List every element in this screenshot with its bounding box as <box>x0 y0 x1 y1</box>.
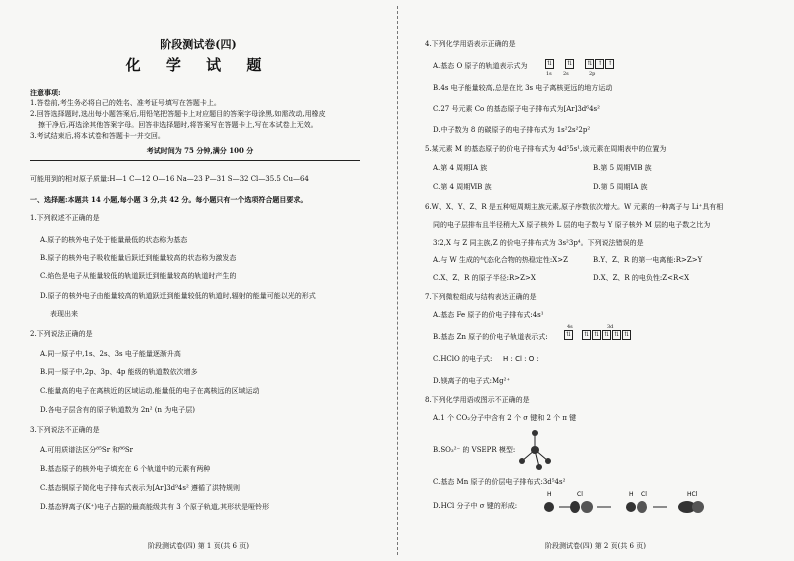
notice-heading: 注意事项: <box>30 88 61 97</box>
orbital-box: ⇅ <box>584 331 590 338</box>
option-a: A.第 4 周期ⅠA 族 <box>433 164 488 172</box>
atom-label: Cl <box>577 491 583 498</box>
question-stem: 1.下列叙述不正确的是 <box>30 214 100 222</box>
option-d: D.各电子层含有的原子轨道数为 2n² (n 为电子层) <box>40 406 196 414</box>
orbital-box: ⇅ <box>546 60 553 67</box>
option-c-prefix: C.HClO 的电子式: <box>433 355 493 363</box>
hcl-sigma-bond-figure <box>537 488 737 518</box>
orbital-box: ⇅ <box>624 331 630 338</box>
option-a: A.基态 Fe 原子的价电子排布式:4s¹ <box>433 311 544 319</box>
orbital-box: ⇅ <box>604 331 610 338</box>
question-stem: 3.下列说法不正确的是 <box>30 426 100 434</box>
question-stem: 4.下列化学用语表示正确的是 <box>425 40 516 48</box>
orbital-label: 4s <box>567 324 573 330</box>
exam-info: 考试时间为 75 分钟,满分 100 分 <box>146 146 254 155</box>
section-heading: 一、选择题:本题共 14 小题,每小题 3 分,共 42 分。每小题只有一个选项符合题目要求。 <box>30 195 308 204</box>
option-b: B.Y、Z、R 的第一电离能:R>Z>Y <box>593 256 703 264</box>
question-stem: 5.某元素 M 的基态原子的价电子排布式为 4d⁵5s¹,该元素在周期表中的位置为 <box>425 145 667 153</box>
option-c: C.焰色是电子从能量较低的轨道跃迁到能量较高的轨道时产生的 <box>40 272 237 280</box>
atomic-masses: 可能用到的相对原子质量:H—1 C—12 O—16 Na—23 P—31 S—32 Cl—35.5 Cu—64 <box>30 175 309 183</box>
exam-subtitle: 化 学 试 题 <box>125 56 272 74</box>
option-b: B.原子的核外电子吸收能量后跃迁到能量较高的状态称为激发态 <box>40 254 237 262</box>
option-b: B.第 5 周期ⅥB 族 <box>593 164 652 172</box>
option-d-cont: 表现出来 <box>50 310 78 318</box>
notice-line: 2.回答选择题时,选出每小题答案后,用铅笔把答题卡上对应题目的答案字母涂黑,如需改动,用橡皮 <box>30 110 326 118</box>
rule-line <box>30 160 360 161</box>
option-a: A.基态 O 原子的轨道表示式为 <box>433 62 528 70</box>
orbital-label: 2s <box>563 71 569 77</box>
option-a: A.与 W 生成的气态化合物的热稳定性:X>Z <box>433 256 568 264</box>
atom-label: H <box>547 491 552 498</box>
question-stem-cont: 3∶2,X 与 Z 同主族,Z 的价电子排布式为 3s²3p⁴。下列说法错误的是 <box>433 239 644 247</box>
option-c: C.能量高的电子在离核近的区域运动,能量低的电子在离核远的区域运动 <box>40 387 260 395</box>
orbital-diagram-o <box>545 59 615 69</box>
question-stem: 2.下列说法正确的是 <box>30 330 93 338</box>
notice-line: 3.考试结束后,将本试卷和答题卡一并交回。 <box>30 132 165 140</box>
option-a: A.1 个 CO₂分子中含有 2 个 σ 键和 2 个 π 键 <box>433 414 577 422</box>
notice-line: 擦干净后,再选涂其他答案字母。回答非选择题时,将答案写在答题卡上,写在本试卷上无效。 <box>38 121 318 129</box>
orbital-diagram-zn <box>564 330 632 340</box>
option-d: D.原子的核外电子由能量较高的轨道跃迁到能量较低的轨道时,辐射的能量可能以光的形式 <box>40 292 316 300</box>
option-b: B.基态原子的核外电子填充在 6 个轨道中的元素有两种 <box>40 465 211 473</box>
page-footer: 阶段测试卷(四) 第 2 页(共 6 页) <box>545 542 646 550</box>
orbital-box: ⇅ <box>587 60 593 67</box>
question-stem: 8.下列化学用语或图示不正确的是 <box>425 396 530 404</box>
orbital-box: ↑ <box>607 60 613 67</box>
option-c: C.基态铜原子简化电子排布式表示为[Ar]3d⁹4s² 遵循了洪特规则 <box>40 484 241 492</box>
orbital-label: 1s <box>546 71 552 77</box>
option-c: C.27 号元素 Co 的基态原子电子排布式为[Ar]3d⁶4s² <box>433 105 600 113</box>
option-a: A.同一原子中,1s、2s、3s 电子能量逐渐升高 <box>40 350 181 358</box>
option-b: B.基态 Zn 原子的价电子轨道表示式: <box>433 333 548 341</box>
question-stem-cont: 同的电子层排布且半径稍大,X 原子核外 L 层的电子数与 Y 原子核外 M 层的电子数之比为 <box>433 221 711 229</box>
orbital-label: 2p <box>589 71 596 77</box>
page-footer: 阶段测试卷(四) 第 1 页(共 6 页) <box>148 542 249 550</box>
exam-title: 阶段测试卷(四) <box>160 38 237 51</box>
option-d: D.基态钾离子(K⁺)电子占据的最高能级共有 3 个原子轨道,其形状是哑铃形 <box>40 503 270 511</box>
atom-label: Cl <box>641 491 647 498</box>
electron-formula: H : Cl : O : <box>503 355 539 363</box>
option-b: B.同一原子中,2p、3p、4p 能级的轨道数依次增多 <box>40 368 198 376</box>
orbital-box: ⇅ <box>565 331 572 338</box>
option-b: B.SO₃²⁻ 的 VSEPR 模型: <box>433 446 516 454</box>
right-page <box>397 0 794 561</box>
orbital-box: ⇅ <box>567 60 573 67</box>
option-a: A.可用质谱法区分⁸⁵Sr 和⁸⁶Sr <box>40 446 134 454</box>
notice-line: 1.答卷前,考生务必将自己的姓名、准考证号填写在答题卡上。 <box>30 99 221 107</box>
atom-label: H <box>629 491 634 498</box>
orbital-label: 3d <box>607 324 614 330</box>
option-d: D.第 5 周期ⅠA 族 <box>593 183 648 191</box>
option-c: C.X、Z、R 的原子半径:R>Z>X <box>433 274 536 282</box>
orbital-box: ⇅ <box>594 331 600 338</box>
option-d: D.镁离子的电子式:Mg²⁺ <box>433 377 511 385</box>
option-a: A.原子的核外电子处于能量最低的状态称为基态 <box>40 236 188 244</box>
question-stem: 7.下列微粒组成与结构表达正确的是 <box>425 293 537 301</box>
orbital-box: ⇅ <box>614 331 620 338</box>
option-d: D.X、Z、R 的电负性:Z<R<X <box>593 274 690 282</box>
atom-label: HCl <box>687 491 698 498</box>
question-stem: 6.W、X、Y、Z、R 是五种短周期主族元素,原子序数依次增大。W 元素的一种离子与 Li⁺具有相 <box>425 203 724 211</box>
option-d: D.中子数为 8 的碳原子的电子排布式为 1s²2s²2p² <box>433 126 591 134</box>
option-b: B.4s 电子能量较高,总是在比 3s 电子离核更远的地方运动 <box>433 84 613 92</box>
option-d: D.HCl 分子中 σ 键的形成: <box>433 502 518 510</box>
option-c: C.第 4 周期ⅥB 族 <box>433 183 492 191</box>
vsepr-model-figure <box>515 428 555 472</box>
option-c: C.基态 Mn 原子的价层电子排布式:3d⁵4s² <box>433 478 566 486</box>
orbital-box: ↑ <box>597 60 603 67</box>
